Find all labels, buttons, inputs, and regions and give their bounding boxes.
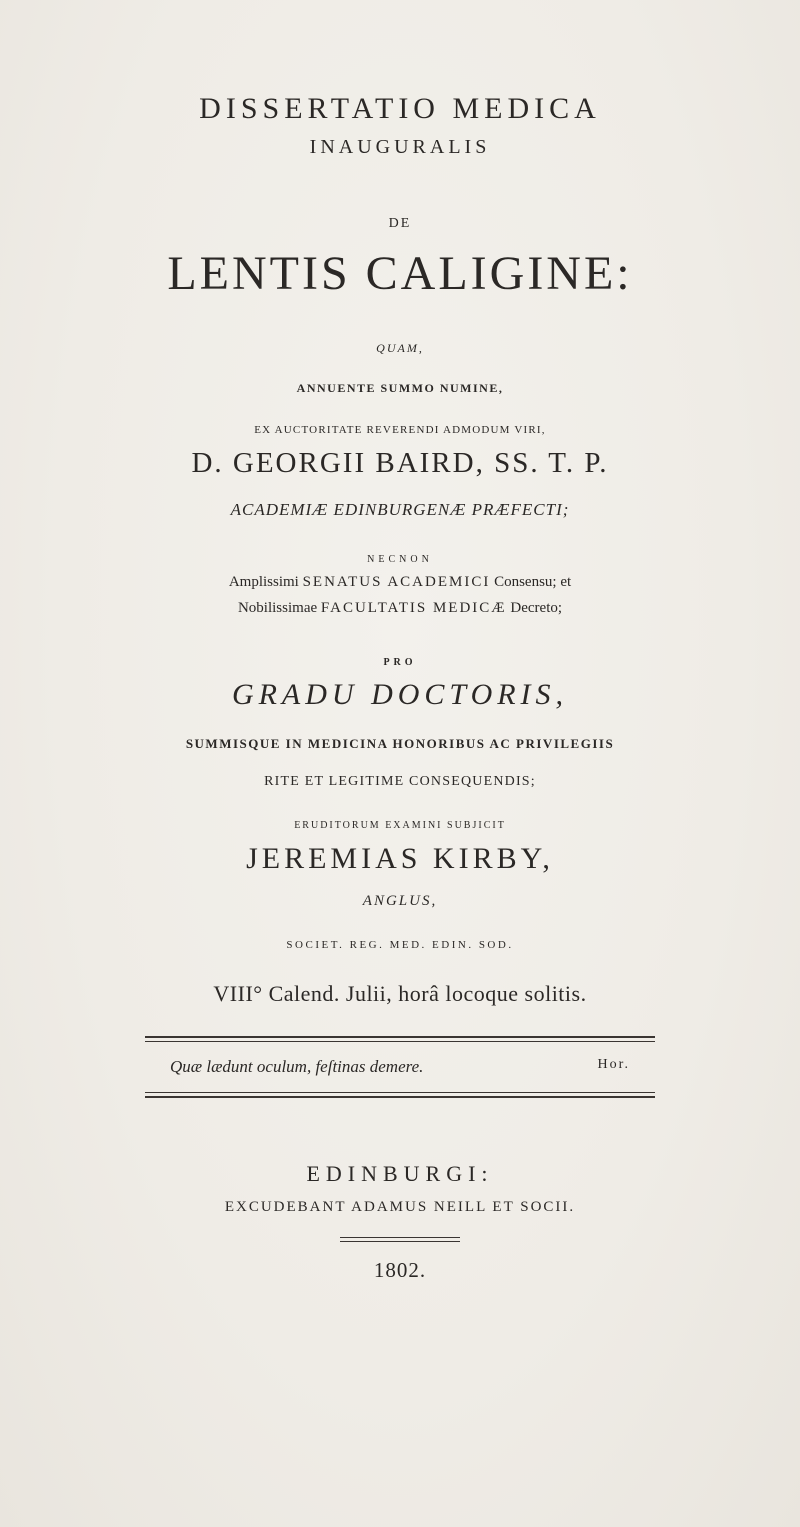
senatus-pre: Amplissimi <box>228 574 299 590</box>
facultas-line <box>0 600 800 617</box>
epigraph-text: Quæ lædunt oculum, feſtinas demere. <box>170 1057 424 1076</box>
epigraph-author: Hor. <box>597 1057 630 1072</box>
facultas-pre: Nobilissimae <box>237 600 318 616</box>
rule-top-thick <box>145 1036 655 1038</box>
pro-line: PRO <box>383 657 417 668</box>
societ-line: SOCIET. REG. MED. EDIN. SOD. <box>286 939 514 951</box>
senatus-line <box>0 574 800 591</box>
academiae-line: ACADEMIÆ EDINBURGENÆ PRÆFECTI; <box>230 500 570 519</box>
title-line-4: LENTIS CALIGINE: <box>167 247 633 300</box>
summisque-line: SUMMISQUE IN MEDICINA HONORIBUS AC PRIVILEGIIS <box>185 736 615 751</box>
senatus-post: Consensu; et <box>494 574 572 590</box>
rule-bottom-thick <box>145 1096 655 1098</box>
rector-name: D. GEORGII BAIRD, SS. T. P. <box>191 447 609 479</box>
author-name: JEREMIAS KIRBY, <box>246 842 554 875</box>
rite-line: RITE ET LEGITIME CONSEQUENDIS; <box>264 774 536 789</box>
title-line-2: INAUGURALIS <box>309 136 491 158</box>
rule-top-thin <box>145 1041 655 1042</box>
imprint-rule-1 <box>340 1237 460 1238</box>
facultas-post: Decreto; <box>510 600 563 616</box>
quam-line: QUAM, <box>376 341 424 355</box>
imprint-rule-2 <box>340 1241 460 1242</box>
imprint-city: EDINBURGI: <box>306 1161 494 1186</box>
imprint-year: 1802. <box>373 1258 427 1282</box>
annuente-line: ANNUENTE SUMMO NUMINE, <box>296 381 504 395</box>
senatus-caps: SENATUS ACADEMICI <box>302 574 491 590</box>
imprint-printer: EXCUDEBANT ADAMUS NEILL ET SOCII. <box>224 1199 576 1215</box>
facultas-caps: FACULTATIS MEDICÆ <box>320 600 507 616</box>
title-line-3: DE <box>388 216 412 231</box>
anglus-line: ANGLUS, <box>362 893 438 909</box>
necnon-line: NECNON <box>367 554 433 565</box>
gradu-line: GRADU DOCTORIS, <box>231 678 569 711</box>
rule-bottom-thin <box>145 1092 655 1093</box>
date-line: VIII° Calend. Julii, horâ locoque solitis. <box>213 981 587 1006</box>
auctoritate-line: EX AUCTORITATE REVERENDI ADMODUM VIRI, <box>254 424 546 436</box>
title-line-1: DISSERTATIO MEDICA <box>199 92 601 125</box>
eruditorum-line: ERUDITORUM EXAMINI SUBJICIT <box>294 820 506 831</box>
